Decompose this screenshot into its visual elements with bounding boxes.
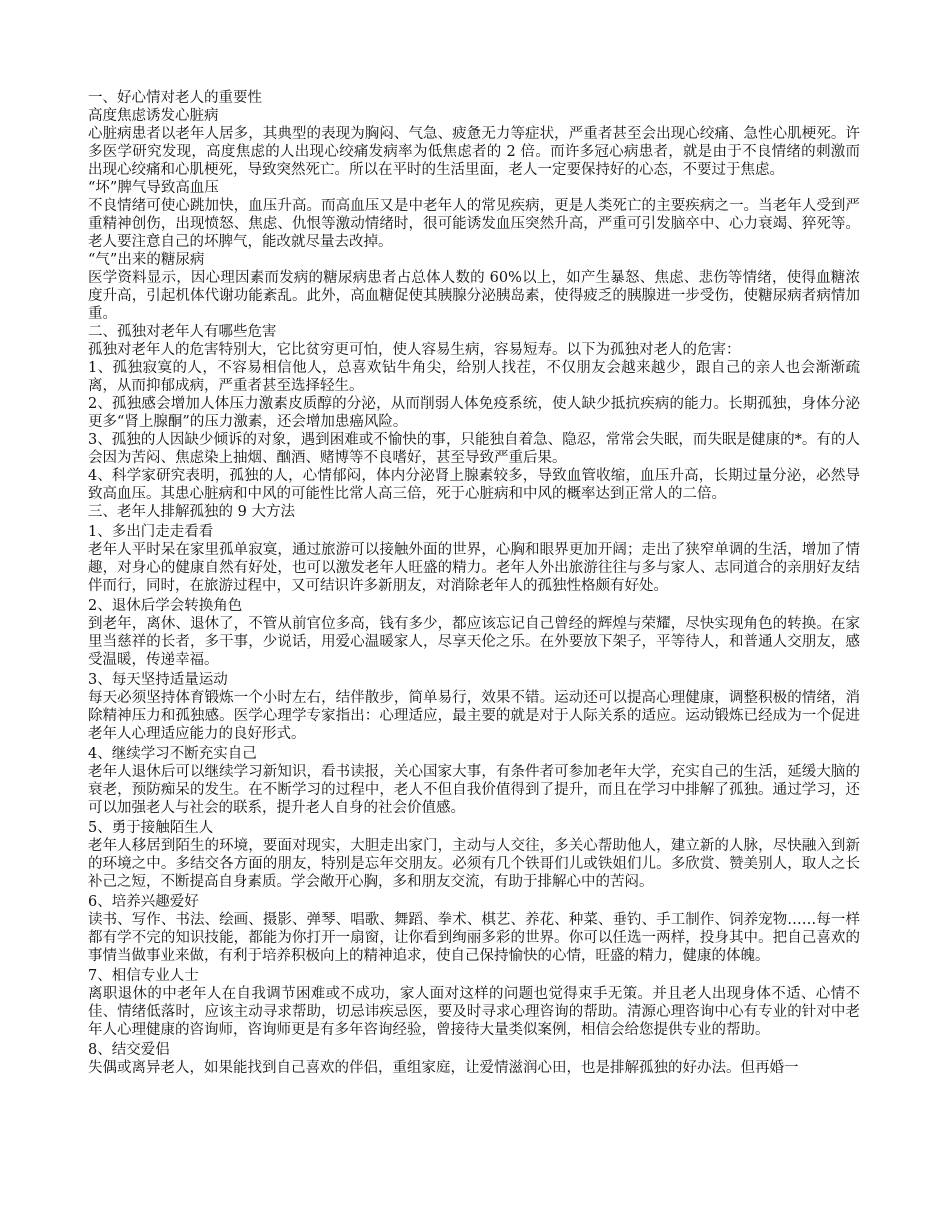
method-heading: 5、勇于接触陌生人 <box>88 820 214 836</box>
paragraph: 老年人移居到陌生的环境，要面对现实，大胆走出家门，主动与人交往，多关心帮助他人，建立新的人脉，尽快融入到新的环境之中。多结交各方面的朋友，特别是忘年交朋友。必须有几个铁哥们儿或铁姐们儿。多欣赏、赞美别人，取人之长补己之短，不断提高自身素质。学会敞开心胸，多和朋友交流，有助于排解心中的苦闷。 <box>88 838 860 890</box>
paragraph: 不良情绪可使心跳加快，血压升高。而高血压又是中老年人的常见疾病，更是人类死亡的主要疾病之一。当老年人受到严重精神创伤，出现愤怒、焦虑、仇恨等激动情绪时，很可能诱发血压突然升高，严重可引发脑卒中、心力衰竭、猝死等。老人要注意自己的坏脾气，能改就尽量去改掉。 <box>88 198 860 250</box>
subheading: 高度焦虑诱发心脏病 <box>88 108 219 124</box>
paragraph: 心脏病患者以老年人居多，其典型的表现为胸闷、气急、疲惫无力等症状，严重者甚至会出现心绞痛、急性心肌梗死。许多医学研究发现，高度焦虑的人出现心绞痛发病率为低焦虑者的 2 倍。而许多冠心病患者，就是由于不良情绪的刺激而出现心绞痛和心肌梗死，导致突然死亡。所以在平时的生活里面，老人一定要保持好的心态，不要过于焦虑。 <box>88 126 860 178</box>
subheading: “气”出来的糖尿病 <box>88 252 205 268</box>
paragraph: 医学资料显示，因心理因素而发病的糖尿病患者占总体人数的 60%以上，如产生暴怒、焦虑、悲伤等情绪，使得血糖浓度升高，引起机体代谢功能紊乱。此外，高血糖促使其胰腺分泌胰岛素，使得疲乏的胰腺进一步受伤，使糖尿病者病情加重。 <box>88 270 860 322</box>
method-heading: 4、继续学习不断充实自己 <box>88 746 257 762</box>
list-item: 2、孤独感会增加人体压力激素皮质醇的分泌，从而削弱人体免疫系统，使人缺少抵抗疾病的能力。长期孤独，身体分泌更多“肾上腺酮”的压力激素，还会增加患癌风险。 <box>88 396 860 430</box>
paragraph: 读书、写作、书法、绘画、摄影、弹琴、唱歌、舞蹈、拳术、棋艺、养花、种菜、垂钓、手工制作、饲养宠物……每一样都有学不完的知识技能，都能为你打开一扇窗，让你看到绚丽多彩的世界。你可以任选一两样，投身其中。把自己喜欢的事情当做事业来做，有利于培养积极向上的精神追求，使自己保持愉快的心情，旺盛的精力，健康的体魄。 <box>88 912 860 964</box>
paragraph: 老年人退休后可以继续学习新知识，看书读报，关心国家大事，有条件者可参加老年大学，充实自己的生活，延缓大脑的衰老，预防痴呆的发生。在不断学习的过程中，老人不但自我价值得到了提升，而且在学习中排解了孤独。通过学习，还可以加强老人与社会的联系，提升老人自身的社会价值感。 <box>88 764 860 816</box>
paragraph: 孤独对老年人的危害特别大，它比贫穷更可怕，使人容易生病，容易短寿。以下为孤独对老人的危害： <box>88 342 741 358</box>
paragraph: 到老年，离休、退休了，不管从前官位多高，钱有多少，都应该忘记自己曾经的辉煌与荣耀，尽快实现角色的转换。在家里当慈祥的长者，多干事，少说话，用爱心温暖家人，尽享天伦之乐。在外要放下架子，平等待人，和普通人交朋友，感受温暖，传递幸福。 <box>88 616 860 668</box>
method-heading: 1、多出门走走看看 <box>88 524 214 540</box>
method-heading: 7、相信专业人士 <box>88 968 199 984</box>
method-heading: 2、退休后学会转换角色 <box>88 598 243 614</box>
paragraph: 老年人平时呆在家里孤单寂寞，通过旅游可以接触外面的世界，心胸和眼界更加开阔；走出了狭窄单调的生活，增加了情趣，对身心的健康自然有好处，也可以激发老年人旺盛的精力。老年人外出旅游往往与多与家人、志同道合的亲朋好友结伴而行，同时，在旅游过程中，又可结识许多新朋友，对消除老年人的孤独性格颇有好处。 <box>88 542 860 594</box>
paragraph: 每天必须坚持体育锻炼一个小时左右，结伴散步，简单易行，效果不错。运动还可以提高心理健康，调整积极的情绪，消除精神压力和孤独感。医学心理学专家指出：心理适应，最主要的就是对于人际关系的适应。运动锻炼已经成为一个促进老年人心理适应能力的良好形式。 <box>88 690 860 742</box>
section-heading: 三、老年人排解孤独的 9 大方法 <box>88 504 295 520</box>
list-item: 4、科学家研究表明，孤独的人，心情郁闷，体内分泌肾上腺素较多，导致血管收缩，血压升高，长期过量分泌，必然导致高血压。其患心脏病和中风的可能性比常人高三倍，死于心脏病和中风的概率达到正常人的二倍。 <box>88 468 860 502</box>
method-heading: 6、培养兴趣爱好 <box>88 894 199 910</box>
document-body <box>88 89 860 1077</box>
method-heading: 8、结交爱侣 <box>88 1042 170 1058</box>
section-heading: 二、孤独对老年人有哪些危害 <box>88 324 277 340</box>
paragraph: 失偶或离异老人，如果能找到自己喜欢的伴侣，重组家庭，让爱情滋润心田，也是排解孤独的好办法。但再婚一 <box>88 1060 799 1076</box>
subheading: “坏”脾气导致高血压 <box>88 180 219 196</box>
list-item: 3、孤独的人因缺少倾诉的对象，遇到困难或不愉快的事，只能独自着急、隐忍，常常会失眠，而失眠是健康的*。有的人会因为苦闷、焦虑染上抽烟、酗酒、赌博等不良嗜好，甚至导致严重后果。 <box>88 432 860 466</box>
method-heading: 3、每天坚持适量运动 <box>88 672 228 688</box>
paragraph: 离职退休的中老年人在自我调节困难或不成功，家人面对这样的问题也觉得束手无策。并且老人出现身体不适、心情不佳、情绪低落时，应该主动寻求帮助，切忌讳疾忌医，要及时寻求心理咨询的帮助。清源心理咨询中心有专业的针对中老年人心理健康的咨询师，咨询师更是有多年咨询经验，曾接待大量类似案例，相信会给您提供专业的帮助。 <box>88 986 860 1038</box>
list-item: 1、孤独寂寞的人，不容易相信他人，总喜欢钻牛角尖，给别人找茬，不仅朋友会越来越少，跟自己的亲人也会渐渐疏离，从而抑郁成病，严重者甚至选择轻生。 <box>88 360 860 394</box>
section-heading: 一、好心情对老人的重要性 <box>88 90 262 106</box>
